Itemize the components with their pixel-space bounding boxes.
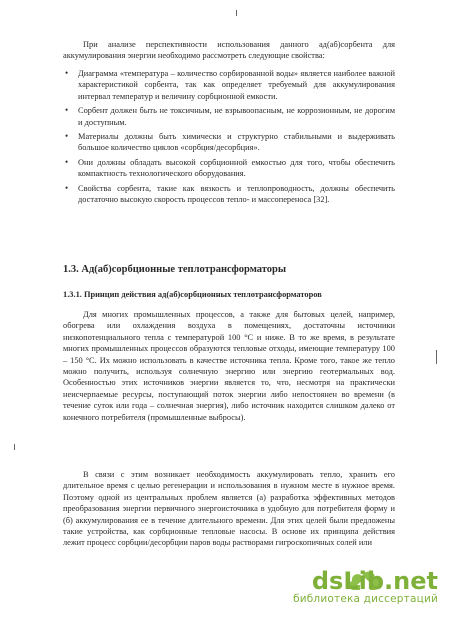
subsection-heading: 1.3.1. Принцип действия ад(аб)сорбционных теплотрансформаторов: [63, 290, 322, 299]
watermark-tagline: библиотека диссертаций: [293, 593, 438, 605]
bullet-icon: •: [65, 131, 69, 142]
watermark-logo: dsLib.net: [311, 567, 438, 595]
scan-mark: [14, 444, 15, 450]
list-item-text: Сорбент должен быть не токсичным, не взрывоопасным, не коррозионным, не дорогим и доступным.: [78, 106, 395, 127]
watermark: [293, 569, 438, 605]
bullet-icon: •: [65, 156, 69, 167]
list-item: [63, 183, 395, 206]
properties-list: [63, 68, 395, 208]
list-item-text: Материалы должны быть химически и структурно стабильными и выдерживать большое количество циклов «сорбция/десорбция».: [78, 132, 395, 153]
list-item-text: Они должны обладать высокой сорбционной емкостью для того, чтобы обеспечить компактность технологического оборудования.: [78, 157, 395, 179]
list-item: [63, 68, 395, 102]
list-item-text: Свойства сорбента, такие как вязкость и теплопроводность, должны обеспечить достаточно высокую скорость процессов тепло- и массопереноса [32].: [78, 183, 395, 205]
section-heading: 1.3. Ад(аб)сорбционные теплотрансформаторы: [63, 264, 287, 275]
scan-mark: [236, 10, 237, 16]
bullet-icon: •: [65, 105, 69, 116]
bullet-icon: •: [65, 68, 69, 78]
list-item-text: Диаграмма «температура – количество сорбированной воды» является наиболее важной характеристикой сорбента, так как определяет требуемый для аккумулирования интервал температур и величину сорбционной емкости.: [78, 69, 395, 101]
list-item: [63, 105, 395, 128]
body-paragraph-2: В связи с этим возникает необходимость аккумулировать тепло, хранить его длительное время с целью регенерации и использования в нужном месте в нужное время. Поэтому одной из центральных проблем является (а) разработка эффективных методов преобразования энергии первичного энергоисточника в удобную для потребителя форму и (б) аккумулирования ее в течение длительного времени. Для этих целей были предложены такие устройства, как сорбционные тепловые насосы. В основе их принципа действия лежит процесс сорбции/десорбции паров воды растворами гигроскопичных солей или: [63, 470, 395, 548]
body-paragraph-1: Для многих промышленных процессов, а также для бытовых целей, например, обогрева или охлаждения воздуха в помещениях, достаточны источники низкопотенциального тепла с температурой 100 °С и ниже. В то же время, в результате многих промышленных процессов образуются тепловые отходы, имеющие температуру 100 – 150 °С. Их можно использовать в качестве источника тепла. Кроме того, такое же тепло можно получить, используя солнечную энергию или энергию геотермальных вод. Особенностью этих источников энергии является то, что, несмотря на практически неисчерпаемые ресурсы, поступающий поток энергии либо непостоянен во времени (в течение суток или года – солнечная энергия), либо источник находится слишком далеко от конечного потребителя (промышленные выбросы).: [63, 310, 395, 422]
bullet-icon: •: [65, 182, 69, 193]
list-item: [63, 131, 395, 154]
intro-paragraph: При анализе перспективности использования данного ад(аб)сорбента для аккумулирования энергии необходимо рассмотреть следующие свойства:: [63, 40, 395, 61]
list-item: [63, 157, 395, 180]
scan-mark: [436, 350, 437, 364]
